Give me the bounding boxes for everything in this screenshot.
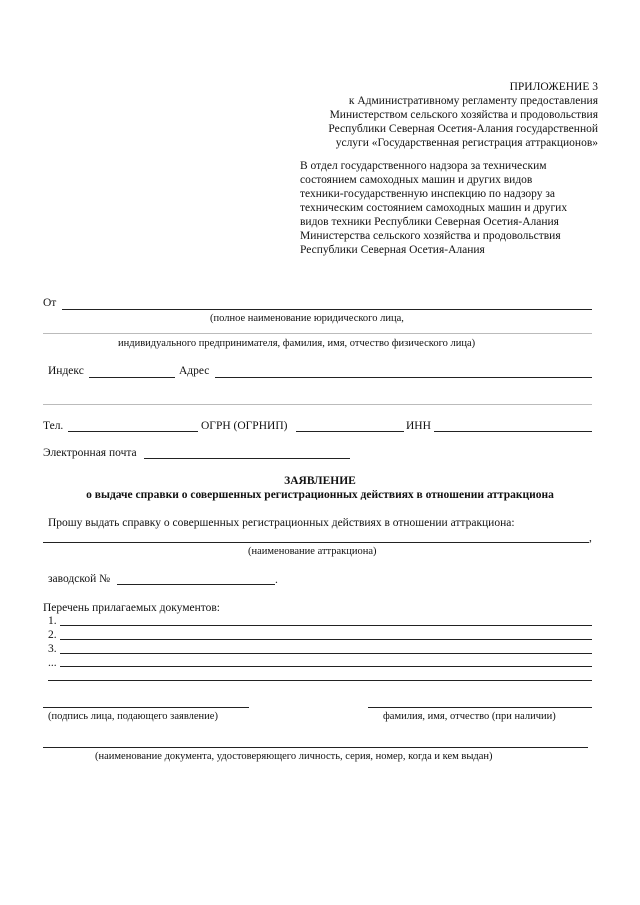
- appendix-line: Республики Северная Осетия-Алания государственной: [328, 123, 598, 135]
- attachment-number: 3.: [48, 643, 57, 655]
- from-field-continued[interactable]: [43, 333, 592, 334]
- statement-subtitle: о выдаче справки о совершенных регистрационных действиях в отношении аттракциона: [86, 489, 554, 501]
- addressee-line: Республики Северная Осетия-Алания: [300, 244, 485, 256]
- ogrn-label: ОГРН (ОГРНИП): [201, 420, 288, 432]
- serial-end: .: [275, 574, 278, 586]
- address-field[interactable]: [215, 377, 592, 378]
- appendix-line: услуги «Государственная регистрация аттракционов»: [335, 137, 598, 149]
- appendix-line: к Административному регламенту предоставления: [348, 95, 598, 107]
- email-field[interactable]: [144, 458, 350, 459]
- attachment-field[interactable]: [60, 639, 592, 640]
- index-label: Индекс: [48, 365, 84, 377]
- attachment-field[interactable]: [60, 625, 592, 626]
- addressee-line: техники-государственную инспекцию по надзору за: [300, 188, 556, 200]
- inn-field[interactable]: [434, 431, 592, 432]
- attachment-number: 1.: [48, 615, 57, 627]
- appendix-title: ПРИЛОЖЕНИЕ 3: [509, 81, 598, 93]
- identity-document-field[interactable]: [43, 747, 588, 748]
- attachment-field[interactable]: [60, 653, 592, 654]
- attachments-label: Перечень прилагаемых документов:: [43, 602, 221, 614]
- appendix-line: Министерством сельского хозяйства и продовольствия: [329, 109, 598, 121]
- address-field-continued[interactable]: [43, 404, 592, 405]
- ogrn-field[interactable]: [296, 431, 404, 432]
- email-label: Электронная почта: [43, 447, 137, 459]
- from-hint-continued: индивидуального предпринимателя, фамилия, имя, отчество физического лица): [118, 338, 476, 349]
- attachment-number: 2.: [48, 629, 57, 641]
- serial-label: заводской №: [48, 573, 111, 585]
- attachment-number: ...: [48, 657, 57, 669]
- address-label: Адрес: [179, 365, 210, 377]
- request-text: Прошу выдать справку о совершенных регистрационных действиях в отношении аттракциона:: [48, 517, 515, 529]
- from-field[interactable]: [62, 309, 592, 310]
- attachment-field[interactable]: [60, 666, 592, 667]
- addressee-line: видов техники Республики Северная Осетия-Алания: [300, 216, 559, 228]
- index-field[interactable]: [89, 377, 175, 378]
- statement-title: ЗАЯВЛЕНИЕ: [284, 475, 356, 487]
- addressee-line: В отдел государственного надзора за техническим: [300, 160, 547, 172]
- addressee-line: техническим состоянием самоходных машин и других: [300, 202, 568, 214]
- attraction-hint: (наименование аттракциона): [248, 546, 377, 557]
- addressee-line: Министерства сельского хозяйства и продовольствия: [300, 230, 561, 242]
- addressee-line: состоянием самоходных машин и других видов: [300, 174, 533, 186]
- from-label: От: [43, 297, 57, 309]
- signature-field[interactable]: [43, 707, 249, 708]
- attachment-field-extra[interactable]: [48, 680, 592, 681]
- full-name-field[interactable]: [368, 707, 592, 708]
- signature-hint: (подпись лица, подающего заявление): [48, 711, 218, 722]
- identity-document-hint: (наименование документа, удостоверяющего личность, серия, номер, когда и кем выдан): [95, 751, 493, 762]
- from-hint: (полное наименование юридического лица,: [210, 313, 404, 324]
- serial-number-field[interactable]: [117, 584, 275, 585]
- phone-field[interactable]: [68, 431, 198, 432]
- comma: ,: [589, 532, 592, 544]
- inn-label: ИНН: [406, 420, 431, 432]
- full-name-hint: фамилия, имя, отчество (при наличии): [383, 711, 556, 722]
- attraction-name-field[interactable]: [43, 542, 589, 543]
- phone-label: Тел.: [43, 420, 64, 432]
